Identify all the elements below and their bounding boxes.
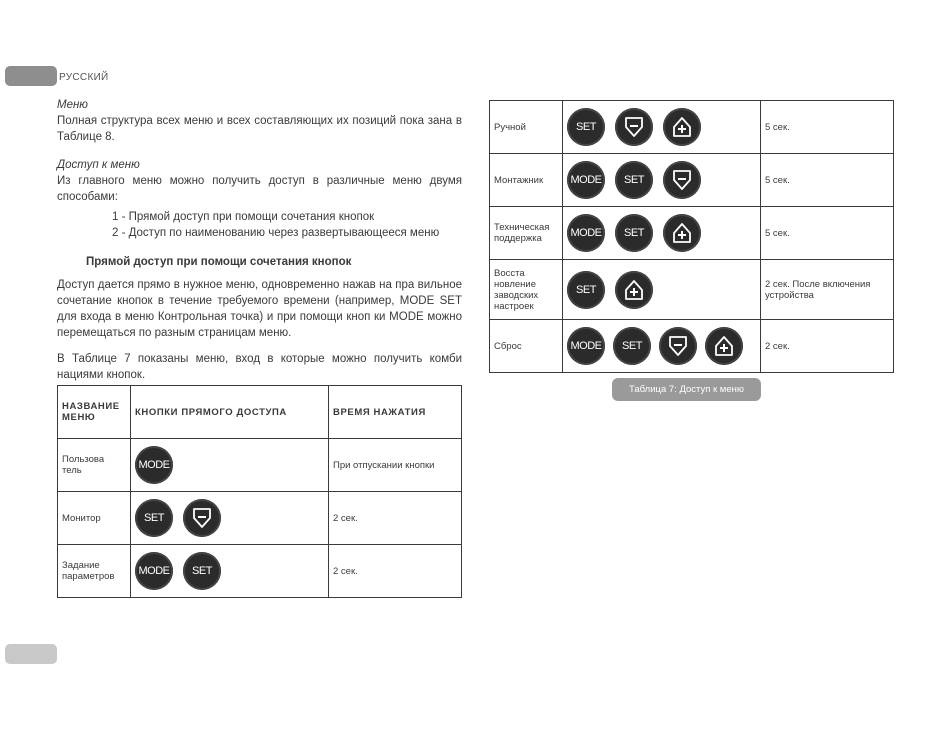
menu-text: Полная структура всех меню и всех составляющих их позиций пока зана в Таблице 8. bbox=[57, 115, 462, 143]
menu-name: Восста новление заводских настроек bbox=[490, 260, 563, 320]
keys-cell bbox=[131, 492, 329, 545]
header-menu-name: НАЗВАНИЕ МЕНЮ bbox=[58, 386, 131, 439]
table-caption: Таблица 7: Доступ к меню bbox=[612, 378, 761, 401]
press-time: 2 сек. bbox=[329, 492, 462, 545]
table-row bbox=[490, 320, 894, 373]
header-time: ВРЕМЯ НАЖАТИЯ bbox=[329, 386, 462, 439]
table-row bbox=[490, 260, 894, 320]
access-option-1: 1 - Прямой доступ при помощи сочетания кнопок bbox=[112, 211, 375, 223]
press-time: 5 сек. bbox=[761, 207, 894, 260]
plus-up-arrow-icon bbox=[615, 271, 653, 309]
mode-button-icon: MODE bbox=[135, 446, 173, 484]
mode-button-icon: MODE bbox=[567, 327, 605, 365]
press-time: 5 сек. bbox=[761, 154, 894, 207]
minus-down-arrow-icon bbox=[183, 499, 221, 537]
table-reference-paragraph: В Таблице 7 показаны меню, вход в которые можно получить комби нациями кнопок. bbox=[57, 353, 462, 381]
access-option-2: 2 - Доступ по наименованию через развертывающееся меню bbox=[112, 227, 440, 239]
menu-name: Сброс bbox=[490, 320, 563, 373]
table-row bbox=[58, 545, 462, 598]
mode-button-icon: MODE bbox=[567, 161, 605, 199]
set-button-icon: SET bbox=[567, 108, 605, 146]
press-time: 2 сек. После включения устройства bbox=[761, 260, 894, 320]
menu-name: Монитор bbox=[58, 492, 131, 545]
language-label: РУССКИЙ bbox=[59, 72, 109, 83]
menu-name: Пользова тель bbox=[58, 439, 131, 492]
table-row bbox=[58, 439, 462, 492]
language-tab bbox=[5, 66, 57, 86]
keys-cell bbox=[563, 207, 761, 260]
press-time: 2 сек. bbox=[329, 545, 462, 598]
set-button-icon: SET bbox=[615, 161, 653, 199]
press-time: 2 сек. bbox=[761, 320, 894, 373]
plus-up-arrow-icon bbox=[663, 108, 701, 146]
section-heading: Прямой доступ при помощи сочетания кнопок bbox=[86, 256, 352, 268]
plus-up-arrow-icon bbox=[705, 327, 743, 365]
keys-cell bbox=[563, 260, 761, 320]
keys-cell bbox=[131, 439, 329, 492]
keys-cell bbox=[131, 545, 329, 598]
set-button-icon: SET bbox=[183, 552, 221, 590]
menu-name: Задание параметров bbox=[58, 545, 131, 598]
minus-down-arrow-icon bbox=[615, 108, 653, 146]
direct-access-paragraph: Доступ дается прямо в нужное меню, одновременно нажав на пра вильное сочетание кнопок в течение требуемого времени (например, MODE SET для входа в меню Контрольная точка) и при помощи кноп ки MODE можно перемещаться по разным страницам меню. bbox=[57, 279, 462, 339]
menu-name: Техническая поддержка bbox=[490, 207, 563, 260]
table-header-row bbox=[58, 386, 462, 439]
header-keys: КНОПКИ ПРЯМОГО ДОСТУПА bbox=[131, 386, 329, 439]
keys-cell bbox=[563, 154, 761, 207]
access-title: Доступ к меню bbox=[57, 159, 140, 171]
plus-up-arrow-icon bbox=[663, 214, 701, 252]
minus-down-arrow-icon bbox=[659, 327, 697, 365]
set-button-icon: SET bbox=[613, 327, 651, 365]
table-row bbox=[490, 154, 894, 207]
page-tab bbox=[5, 644, 57, 664]
access-text: Из главного меню можно получить доступ в различные меню двумя способами: bbox=[57, 175, 462, 203]
set-button-icon: SET bbox=[135, 499, 173, 537]
left-access-table bbox=[57, 385, 462, 598]
press-time: При отпускании кнопки bbox=[329, 439, 462, 492]
table-row bbox=[490, 207, 894, 260]
table-row bbox=[58, 492, 462, 545]
set-button-icon: SET bbox=[615, 214, 653, 252]
mode-button-icon: MODE bbox=[567, 214, 605, 252]
minus-down-arrow-icon bbox=[663, 161, 701, 199]
set-button-icon: SET bbox=[567, 271, 605, 309]
menu-name: Ручной bbox=[490, 101, 563, 154]
menu-title: Меню bbox=[57, 99, 88, 111]
keys-cell bbox=[563, 320, 761, 373]
press-time: 5 сек. bbox=[761, 101, 894, 154]
menu-name: Монтажник bbox=[490, 154, 563, 207]
table-row bbox=[490, 101, 894, 154]
keys-cell bbox=[563, 101, 761, 154]
right-access-table bbox=[489, 100, 894, 373]
mode-button-icon: MODE bbox=[135, 552, 173, 590]
